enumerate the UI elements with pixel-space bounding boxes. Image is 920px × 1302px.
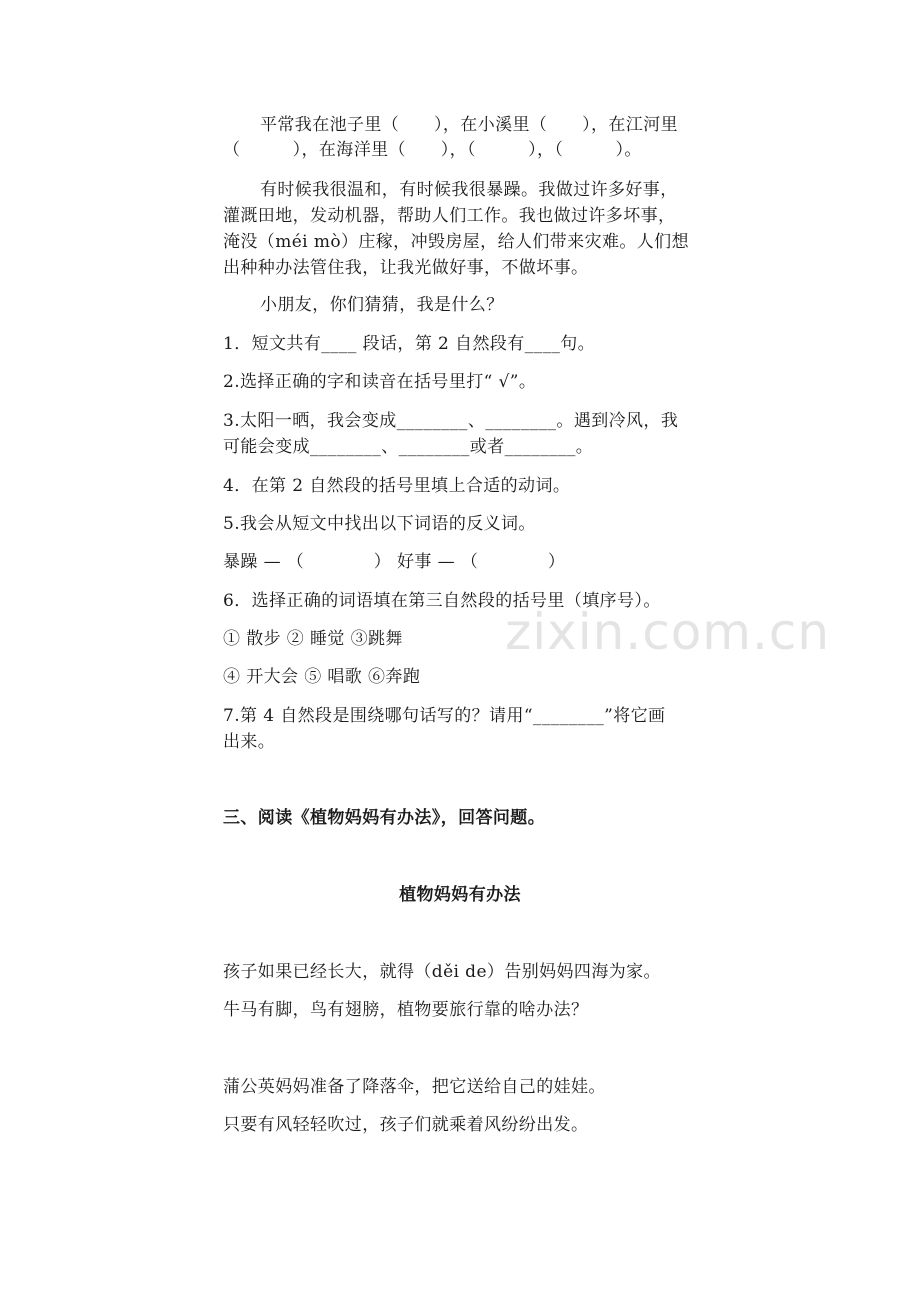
question-3-continued: 可能会变成________、________或者________。 [223, 437, 594, 457]
poem-line: 孩子如果已经长大，就得（děi de）告别妈妈四海为家。 [223, 962, 661, 982]
question-3: 3.太阳一晒，我会变成________、________。遇到冷风，我 [223, 411, 679, 431]
antonym-line: 暴躁 — （ ） 好事 — （ ） [223, 552, 566, 572]
poem-line: 只要有风轻轻吹过，孩子们就乘着风纷纷出发。 [223, 1115, 589, 1135]
option-line: ① 散步 ② 睡觉 ③跳舞 [223, 629, 403, 649]
passage-question-line: 小朋友，你们猜猜，我是什么？ [260, 295, 504, 315]
passage-line: 平常我在池子里（ ），在小溪里（ ），在江河里 [260, 115, 678, 135]
question-4: 4．在第 2 自然段的括号里填上合适的动词。 [223, 476, 571, 496]
question-6: 6．选择正确的词语填在第三自然段的括号里（填序号）。 [223, 591, 661, 611]
option-line: ④ 开大会 ⑤ 唱歌 ⑥奔跑 [223, 667, 421, 687]
passage-line: 淹没（méi mò）庄稼，冲毁房屋，给人们带来灾难。人们想 [223, 232, 689, 252]
passage-line: 出种种办法管住我，让我光做好事，不做坏事。 [223, 258, 589, 278]
poem-line: 蒲公英妈妈准备了降落伞，把它送给自己的娃娃。 [223, 1077, 606, 1097]
poem-title: 植物妈妈有办法 [399, 885, 521, 905]
poem-line: 牛马有脚，鸟有翅膀，植物要旅行靠的啥办法？ [223, 1000, 589, 1020]
passage-line: 灌溉田地，发动机器，帮助人们工作。我也做过许多坏事， [223, 206, 676, 226]
question-7-continued: 出来。 [223, 732, 276, 752]
watermark: zixin.com.cn [505, 603, 831, 661]
section-heading: 三、阅读《植物妈妈有办法》，回答问题。 [223, 808, 546, 828]
question-2: 2.选择正确的字和读音在括号里打“ √”。 [223, 372, 537, 392]
passage-line: 有时候我很温和，有时候我很暴躁。我做过许多好事， [260, 180, 678, 200]
question-5: 5.我会从短文中找出以下词语的反义词。 [223, 514, 536, 534]
question-1: 1．短文共有____ 段话，第 2 自然段有____句。 [223, 334, 596, 354]
question-7: 7.第 4 自然段是围绕哪句话写的？请用“________”将它画 [223, 706, 666, 726]
passage-line: （ ），在海洋里（ ），（ ），（ ）。 [223, 140, 642, 160]
